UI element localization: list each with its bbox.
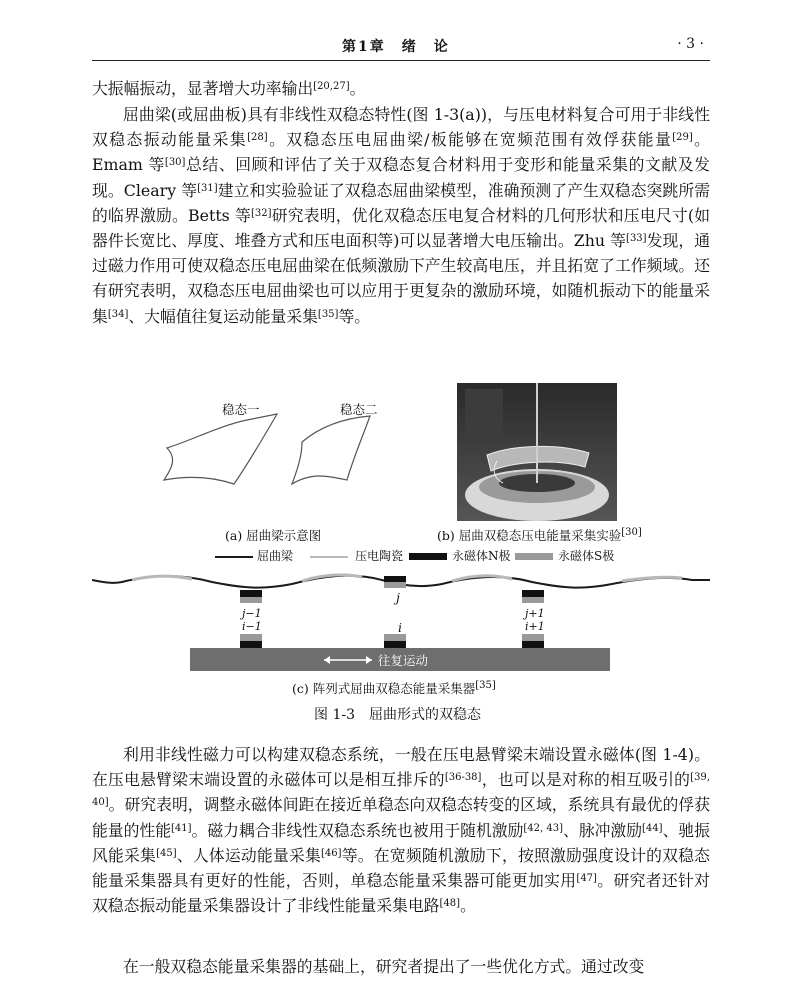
state-one-label: 稳态一 xyxy=(222,402,260,417)
legend-beam-label: 屈曲梁 xyxy=(257,549,294,563)
chapter-title: 第1章 绪 论 xyxy=(342,39,450,55)
experiment-photo xyxy=(457,383,617,521)
magnet-bottom-center xyxy=(384,634,406,641)
citation: [47] xyxy=(576,873,597,885)
citation: [39, 40] xyxy=(92,772,710,809)
citation: [31] xyxy=(197,182,218,194)
label-i-minus-1: i−1 xyxy=(242,620,262,633)
citation: [44] xyxy=(642,822,663,834)
label-j-plus-1: j+1 xyxy=(525,607,545,620)
figure-legend xyxy=(92,547,710,567)
legend-magnet-s-swatch xyxy=(515,553,553,560)
magnet-bottom-left xyxy=(240,634,262,641)
citation: [35] xyxy=(317,308,339,320)
citation: [34] xyxy=(107,308,129,320)
label-i: i xyxy=(398,620,402,635)
label-j: j xyxy=(396,590,400,605)
paragraph-4: 在一般双稳态能量采集器的基础上，研究者提出了一些优化方式。通过改变 xyxy=(123,957,645,976)
citation: [45] xyxy=(156,847,177,859)
citation: [35] xyxy=(475,680,496,691)
citation: [32] xyxy=(251,207,272,219)
paragraph-3: 利用非线性磁力可以构建双稳态系统，一般在压电悬臂梁末端设置永磁体(图 1-4)。在压电悬臂梁末端设置的永磁体可以是相互排斥的[36-38]，也可以是对称的相互吸引的[39, 40]。研究表明，调整永磁体间距在接近单稳态向双稳态转变的区域，系统具有最优的俘获能量的性能[41]。磁力耦合非线性双稳态系统也被用于随机激励[42, 43]、脉冲激励[44]、驰振风能采集[45]、人体运动能量采集[46]等。在宽频随机激励下，按照激励强度设计的双稳态能量采集器具有更好的性能，否则，单稳态能量采集器可能更加实用[47]。研究者还针对双稳态振动能量采集器设计了非线性能量采集电路[48]。 xyxy=(92,745,710,916)
label-j-minus-1: j−1 xyxy=(242,607,262,620)
legend-piezo-label: 压电陶瓷 xyxy=(355,549,404,563)
magnet-top-right xyxy=(522,590,544,597)
magnet-top-center xyxy=(384,576,406,582)
citation: [48] xyxy=(439,898,461,910)
citation: [42, 43] xyxy=(523,822,564,834)
figure-caption: 图 1-3 屈曲形式的双稳态 xyxy=(314,707,481,723)
citation: [33] xyxy=(626,233,647,245)
magnet-bottom-right xyxy=(522,634,544,641)
state-two-label: 稳态二 xyxy=(340,402,378,417)
legend-magnet-n-label: 永磁体N极 xyxy=(452,549,511,563)
page-number: · 3 · xyxy=(677,36,704,52)
citation: [20,27] xyxy=(313,81,350,92)
label-i-plus-1: i+1 xyxy=(525,620,545,633)
paragraph-1: 大振幅振动，显著增大功率输出[20,27]。 xyxy=(92,79,366,98)
paragraph-2: 屈曲梁(或屈曲板)具有非线性双稳态特性(图 1-3(a))，与压电材料复合可用于非线性双稳态振动能量采集[28]。双稳态压电屈曲梁/板能够在宽频范围有效俘获能量[29]。Emam 等[30]总结、回顾和评估了关于双稳态复合材料用于变形和能量采集的文献及发现。Cleary 等[31]建立和实验验证了双稳态屈曲梁模型，准确预测了产生双稳态突跳所需的临界激励。Betts 等[32]研究表明，优化双稳态压电复合材料的几何形状和压电尺寸(如器件长宽比、厚度、堆叠方式和压电面积等)可以显著增大电压输出。Zhu 等[33]发现，通过磁力作用可使双稳态压电屈曲梁在低频激励下产生较高电压，并且拓宽了工作频域。还有研究表明，双稳态压电屈曲梁也可以应用于更复杂的激励环境，如随机振动下的能量采集[34]、大幅值往复运动能量采集[35]等。 xyxy=(92,105,710,326)
citation: [30] xyxy=(621,527,642,538)
subfigure-a-label: (a) 屈曲梁示意图 xyxy=(225,528,322,543)
magnet-top-left xyxy=(240,590,262,597)
legend-beam-swatch xyxy=(215,556,253,558)
citation: [46] xyxy=(321,847,342,859)
motion-label: 往复运动 xyxy=(378,653,429,668)
citation: [28] xyxy=(247,132,268,144)
citation: [36-38] xyxy=(444,772,482,784)
citation: [30] xyxy=(164,157,186,169)
citation: [29] xyxy=(672,132,693,144)
legend-magnet-n-swatch xyxy=(409,553,447,560)
subfigure-b-label: (b) 屈曲双稳态压电能量采集实验[30] xyxy=(437,527,642,543)
citation: [41] xyxy=(171,822,192,834)
legend-magnet-s-label: 永磁体S极 xyxy=(558,549,615,563)
running-header xyxy=(92,30,710,61)
subfigure-c-label: (c) 阵列式屈曲双稳态能量采集器[35] xyxy=(292,680,496,696)
legend-piezo-swatch xyxy=(310,556,348,558)
figure-1-3 xyxy=(92,380,710,730)
